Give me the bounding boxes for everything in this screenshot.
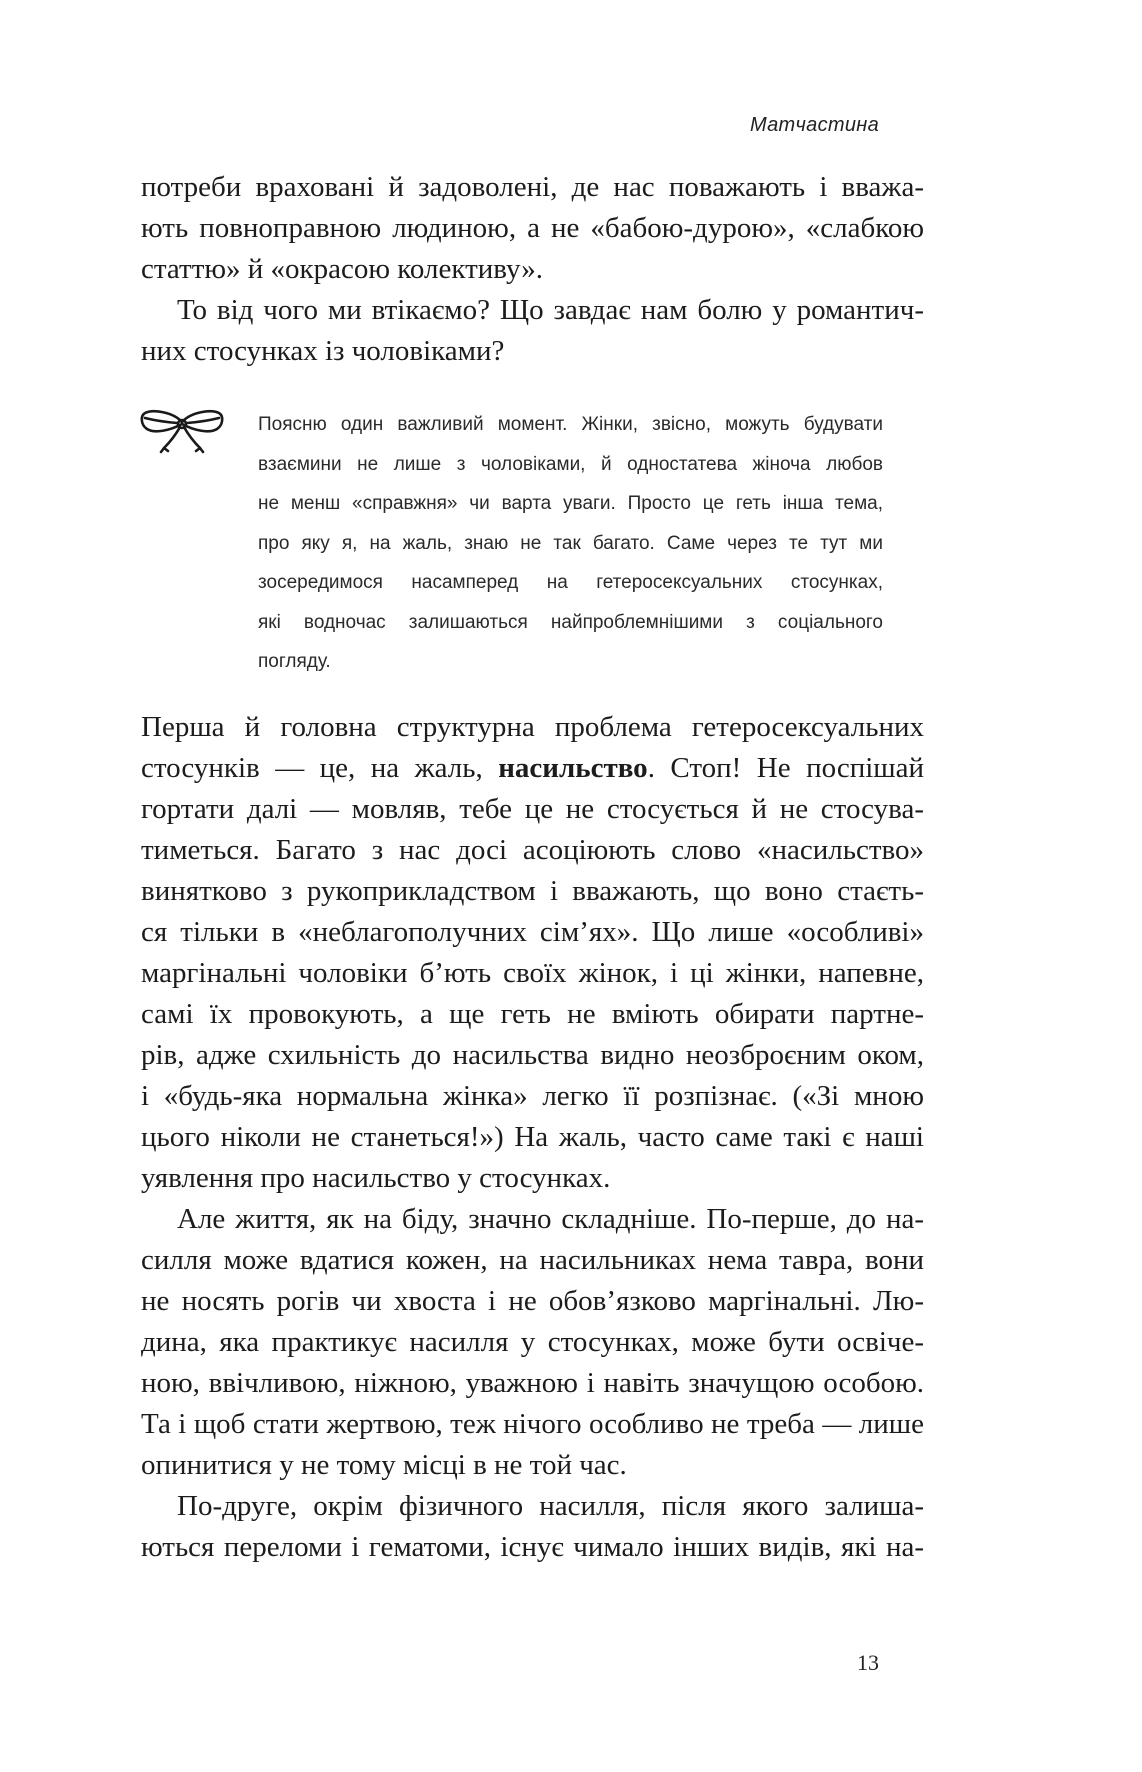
note-line: Поясню один важливий момент. Жінки, звісно, можуть будувати [258,414,883,435]
text-line: ся тільки в «неблагополучних сім’ях». Що лише «особливі» [141,916,924,948]
text-line: цього ніколи не станеться!») На жаль, часто саме такі є наші [141,1121,924,1153]
text-line: статтю» й «окрасою колективу». [141,253,543,285]
text-line: маргінальні чоловіки б’ють своїх жінок, і ці жінки, напевне, [141,957,924,989]
text-line: ною, ввічливою, ніжною, уважною і навіть значущою особою. [141,1367,924,1399]
text-line: винятково з рукоприкладством і вважають, що воно стаєть- [141,875,924,907]
text-line: Та і щоб стати жертвою, теж нічого особливо не треба — лише [141,1408,924,1440]
page-number: 13 [857,1650,879,1675]
note-line: не менш «справжня» чи варта уваги. Просто це геть інша тема, [258,493,883,514]
text-line: ються переломи і гематоми, існує чимало інших видів, які на- [141,1531,924,1563]
body-text-top [141,167,924,372]
text-line: дина, яка практикує насилля у стосунках, може бути освіче- [141,1326,924,1358]
running-head: Матчастина [749,114,879,136]
text-line: силля може вдатися кожен, на насильниках нема тавра, вони [141,1244,924,1276]
text-line: Перша й головна структурна проблема гетеросексуальних [141,711,924,743]
text-line: По-друге, окрім фізичного насилля, після якого залиша- [177,1490,924,1522]
text-line: опинитися у не тому місці в не той час. [141,1449,627,1481]
text-span: . Стоп! Не поспішай [647,752,924,784]
text-line: самі їх провокують, а ще геть не вміють обирати партне- [141,998,924,1030]
text-line: не носять рогів чи хвоста і не обов’язково маргінальні. Лю- [141,1285,924,1317]
text-span: стосунків — це, на жаль, [141,752,499,784]
note-line: погляду. [258,651,331,672]
text-line: потреби враховані й задоволені, де нас поважають і вважа- [141,171,924,203]
text-line: гортати далі — мовляв, тебе це не стосується й не стосува- [141,793,924,825]
note-block [258,405,883,682]
text-line: рів, адже схильність до насильства видно неозброєним оком, [141,1039,924,1071]
emphasis-word: насильство [498,752,648,784]
body-text-main [141,707,924,1568]
text-line: Але життя, як на біду, значно складніше. По-перше, до на- [177,1203,924,1235]
text-line: ють повноправною людиною, а не «бабою-дурою», «слабкою [141,212,924,244]
note-line: зосередимося насамперед на гетеросексуальних стосунках, [258,572,883,593]
text-line: уявлення про насильство у стосунках. [141,1162,611,1194]
text-line: тиметься. Багато з нас досі асоціюють слово «насильство» [141,834,924,866]
note-line: які водночас залишаються найпроблемнішими з соціального [258,611,883,633]
text-line [141,748,924,789]
bow-icon [139,408,225,454]
text-line: То від чого ми втікаємо? Що завдає нам болю у романтич- [177,294,924,326]
note-line: про яку я, на жаль, знаю не так багато. Саме через те тут ми [258,532,883,554]
note-line: взаємини не лише з чоловіками, й одностатева жіноча любов [258,453,883,475]
text-line: і «будь-яка нормальна жінка» легко її розпізнає. («Зі мною [141,1080,924,1112]
text-line: них стосунках із чоловіками? [141,335,505,367]
